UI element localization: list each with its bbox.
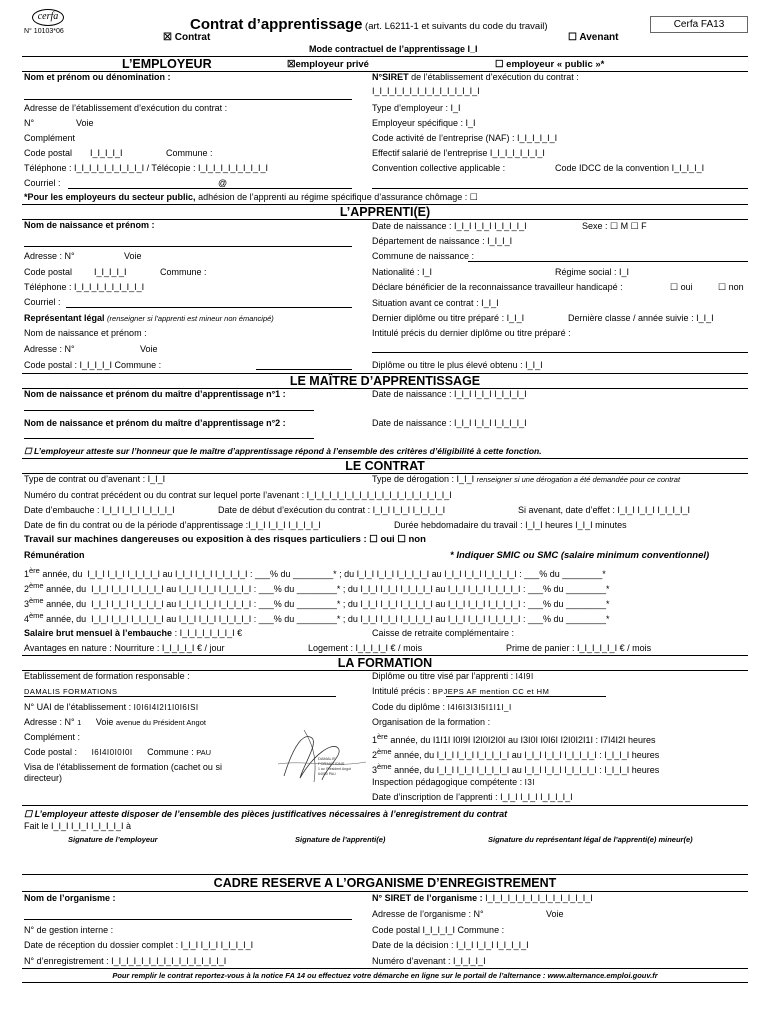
contrat-duree[interactable]: Durée hebdomadaire du travail : I_I_I heures I_I_I minutes	[394, 520, 627, 530]
remuneration-row[interactable]	[24, 581, 610, 594]
formation-uai[interactable]	[24, 702, 199, 712]
formation-annee3[interactable]: 3ème année, du I_I_I I_I_I I_I_I_I_I au I_I_I I_I_I I_I_I_I_I : I_I_I_I heures	[372, 762, 660, 775]
apprenti-commune-naiss: Commune de naissance :	[372, 251, 475, 261]
derogation-label: Type de dérogation : I_I_I	[372, 474, 475, 484]
footer-note: Pour remplir le contrat reportez-vous à la notice FA 14 ou effectuez votre démarche en ligne sur le portail de l’alternance : www.alternance.emploi.gouv.fr	[22, 968, 748, 983]
employeur-siret-boxes[interactable]: I_I_I_I_I_I_I_I_I_I_I_I_I_I_I	[372, 86, 480, 96]
apprenti-naissance[interactable]: Date de naissance : I_I_I I_I_I I_I_I_I_I	[372, 221, 527, 231]
handicap-non[interactable]: ☐ non	[718, 282, 744, 292]
employeur-note	[24, 192, 478, 203]
mode-contractuel[interactable]: Mode contractuel de l’apprentissage I_I	[309, 44, 478, 54]
cerfa-code: Cerfa FA13	[650, 16, 748, 33]
formation-organisation: Organisation de la formation :	[372, 717, 491, 727]
employeur-public[interactable]: ☐ employeur « public »*	[495, 59, 605, 70]
formation-intitule-line	[446, 696, 606, 697]
rem-year-word: année, du	[43, 614, 87, 624]
section-contrat: LE CONTRAT	[22, 458, 748, 474]
rem-year-number: 4	[24, 614, 30, 624]
rem-year-number: 2	[24, 584, 30, 594]
formation-cp[interactable]	[24, 747, 211, 757]
formation-visa: Visa de l’établissement de formation (cachet ou si	[24, 762, 222, 772]
rep-voie[interactable]: Voie	[140, 344, 158, 354]
stamp-line-2: 1 av. Président Angot	[318, 767, 352, 771]
contrat-logement[interactable]: Logement : I_I_I_I_I € / mois	[308, 643, 423, 653]
uai-label: N° UAI de l’établissement :	[24, 702, 132, 712]
cadre-gestion[interactable]: N° de gestion interne :	[24, 925, 114, 935]
apprenti-sexe[interactable]: Sexe : ☐ M ☐ F	[582, 221, 647, 231]
contrat-remuneration: Rémunération	[24, 550, 85, 560]
note-text: adhésion de l’apprenti au régime spécifique d’assurance chômage : ☐	[198, 192, 478, 202]
cp-value: I6I4I0I0I0I	[91, 748, 133, 757]
rem-period-fields: I_I_I I_I_I I_I_I_I_I au I_I_I I_I_I I_I_I_I_I : ___% du ________* ; du I_I_I I_I_I I_I_I_I_I au I_I_I I_I_I I_I_I_I_I : ___% du ________*	[91, 584, 610, 594]
formation-inscription[interactable]: Date d’inscription de l’apprenti : I_I_I I_I_I I_I_I_I_I	[372, 792, 573, 802]
rem-year-word: année, du	[43, 584, 87, 594]
formation-adresse[interactable]	[24, 717, 206, 727]
apprenti-tel[interactable]: Téléphone : I_I_I_I_I_I_I_I_I_I	[24, 282, 145, 292]
handicap-oui[interactable]: ☐ oui	[670, 282, 693, 292]
cadre-nom: Nom de l’organisme :	[24, 893, 116, 903]
apprenti-cp-boxes[interactable]: I_I_I_I_I	[94, 267, 127, 277]
intitule-value: BPJEPS AF mention CC et HM	[432, 687, 550, 696]
cadre-enregistrement[interactable]: N° d’enregistrement : I_I_I_I_I_I_I_I_I_I_I_I_I_I_I_I	[24, 956, 227, 966]
formation-annee2[interactable]: 2ème année, du I_I_I I_I_I I_I_I_I_I au I_I_I I_I_I I_I_I_I_I : I_I_I_I heures	[372, 747, 660, 760]
maitre-nom1-line[interactable]	[24, 410, 314, 411]
section-maitre: LE MAÎTRE D’APPRENTISSAGE	[22, 373, 748, 389]
salaire-label: Salaire brut mensuel à l’embauche	[24, 628, 173, 638]
employeur-adresse-label: Adresse de l’établissement d’exécution du contrat :	[24, 103, 228, 113]
maitre-date2[interactable]: Date de naissance : I_I_I I_I_I I_I_I_I_I	[372, 418, 527, 428]
formation-etab: Etablissement de formation responsable :	[24, 671, 190, 681]
apprenti-nom: Nom de naissance et prénom :	[24, 220, 155, 230]
stamp-line-1: FORMATIONS	[318, 761, 345, 766]
apprenti-intitule-line[interactable]	[372, 352, 748, 353]
rep-commune-line[interactable]	[256, 369, 352, 370]
rem-year-number: 1	[24, 569, 30, 579]
contrat-type[interactable]: Type de contrat ou d’avenant : I_I_I	[24, 474, 166, 484]
remuneration-row[interactable]	[24, 596, 610, 609]
rem-period-fields: I_I_I I_I_I I_I_I_I_I au I_I_I I_I_I I_I_I_I_I : ___% du ________* ; du I_I_I I_I_I I_I_I_I_I au I_I_I I_I_I I_I_I_I_I : ___% du ________*	[87, 569, 606, 579]
employeur-tel[interactable]: Téléphone : I_I_I_I_I_I_I_I_I_I / Télécopie : I_I_I_I_I_I_I_I_I_I	[24, 163, 269, 173]
contrat-avantages[interactable]: Avantages en nature : Nourriture : I_I_I_I_I € / jour	[24, 643, 225, 653]
contrat-smic-note: * Indiquer SMIC ou SMC (salaire minimum conventionnel)	[450, 550, 710, 561]
formation-code-diplome[interactable]	[372, 702, 512, 712]
rep-label: Représentant légal	[24, 313, 105, 323]
employeur-idcc[interactable]: Code IDCC de la convention I_I_I_I_I	[555, 163, 705, 173]
formation-stamp	[274, 724, 370, 788]
diplome-vise-value: I4I9I	[515, 672, 534, 681]
section-cadre: CADRE RESERVE A L’ORGANISME D’ENREGISTREMENT	[22, 874, 748, 892]
maitre-nom1: Nom de naissance et prénom du maître d’apprentissage n°1 :	[24, 389, 286, 399]
apprenti-intitule: Intitulé précis du dernier diplôme ou titre préparé :	[372, 328, 571, 338]
contrat-fin[interactable]: Date de fin du contrat ou de la période d’apprentissage :I_I_I I_I_I I_I_I_I_I	[24, 520, 321, 530]
apprenti-voie[interactable]: Voie	[124, 251, 142, 261]
option-avenant[interactable]: ☐ Avenant	[568, 32, 619, 43]
an3-text: année, du I_I_I I_I_I I_I_I_I_I au I_I_I I_I_I I_I_I_I_I : I_I_I_I heures	[391, 765, 660, 775]
contrat-derogation[interactable]	[372, 474, 680, 484]
employeur-courriel: Courriel :	[24, 178, 61, 188]
apprenti-handicap: Déclare bénéficier de la reconnaissance travailleur handicapé :	[372, 282, 623, 292]
maitre-nom2-line[interactable]	[24, 438, 314, 439]
title-ref: (art. L6211-1 et suivants du code du travail)	[365, 21, 548, 32]
formation-inspection[interactable]	[372, 777, 535, 787]
contrat-salaire[interactable]	[24, 628, 242, 638]
employeur-convention[interactable]: Convention collective applicable :	[372, 163, 506, 173]
an2-text: année, du I_I_I I_I_I I_I_I_I_I au I_I_I I_I_I I_I_I_I_I : I_I_I_I heures	[391, 750, 660, 760]
rep-cp[interactable]: Code postal : I_I_I_I_I Commune :	[24, 360, 162, 370]
signature-representant[interactable]: Signature du représentant légal de l’apprenti(e) mineur(e)	[488, 835, 693, 844]
salaire-boxes: : I_I_I_I_I_I_I_I €	[174, 628, 243, 638]
section-employeur-title: L’EMPLOYEUR	[122, 57, 212, 71]
note-bold: *Pour les employeurs du secteur public,	[24, 192, 196, 202]
contrat-debut[interactable]: Date de début d’exécution du contrat : I_I_I I_I_I I_I_I_I_I	[218, 505, 446, 515]
adresse-no-value: 1	[77, 718, 82, 727]
cadre-avenant[interactable]: Numéro d’avenant : I_I_I_I_I	[372, 956, 486, 966]
cadre-siret-label: N° SIRET de l’organisme :	[372, 893, 483, 903]
rem-year-suffix: ère	[29, 566, 40, 575]
section-apprenti: L’APPRENTI(E)	[22, 204, 748, 220]
apprenti-regime[interactable]: Régime social : I_I	[555, 267, 630, 277]
employeur-prive[interactable]: ☒employeur privé	[287, 59, 369, 70]
inspection-label: Inspection pédagogique compétente :	[372, 777, 523, 787]
employeur-no[interactable]: N°	[24, 118, 35, 128]
formation-visa2: directeur)	[24, 773, 63, 783]
signatures-atteste[interactable]: ☐ L’employeur atteste disposer de l’ensemble des pièces justificatives nécessaires à l’enregistrement du contrat	[24, 809, 508, 819]
employeur-nom-line[interactable]	[24, 99, 352, 100]
cerfa-logo: cerfa	[32, 9, 64, 26]
derogation-note: renseigner si une dérogation a été demandée pour ce contrat	[476, 475, 681, 484]
apprenti-commune[interactable]: Commune :	[160, 267, 207, 277]
remuneration-row[interactable]	[24, 611, 610, 624]
signature-employeur[interactable]: Signature de l’employeur	[68, 835, 158, 844]
rem-year-word: année, du	[39, 569, 83, 579]
adresse-label: Adresse : N°	[24, 717, 75, 727]
apprenti-courriel-line[interactable]	[66, 307, 352, 308]
employeur-at: @	[218, 178, 228, 188]
cadre-siret-boxes: I_I_I_I_I_I_I_I_I_I_I_I_I_I_I	[485, 893, 593, 903]
contrat-retraite[interactable]: Caisse de retraite complémentaire :	[372, 628, 515, 638]
cadre-voie[interactable]: Voie	[546, 909, 564, 919]
contrat-numero[interactable]: Numéro du contrat précédent ou du contrat sur lequel porte l’avenant : I_I_I_I_I_I_I_I_I_I_I_I_I_I_I_I_I_I_I_I	[24, 490, 452, 500]
commune-label: Commune :	[147, 747, 194, 757]
employeur-type[interactable]: Type d’employeur : I_I	[372, 103, 461, 113]
rep-nom[interactable]: Nom de naissance et prénom :	[24, 328, 147, 338]
apprenti-commune-naiss-line[interactable]	[468, 261, 748, 262]
formation-etab-line	[24, 696, 336, 697]
rem-period-fields: I_I_I I_I_I I_I_I_I_I au I_I_I I_I_I I_I_I_I_I : ___% du ________* ; du I_I_I I_I_I I_I_I_I_I au I_I_I I_I_I I_I_I_I_I : ___% du ________*	[91, 599, 610, 609]
section-employeur	[22, 56, 748, 72]
employeur-effectif[interactable]: Effectif salarié de l’entreprise I_I_I_I_I_I_I_I	[372, 148, 545, 158]
option-contrat[interactable]: ☒ Contrat	[163, 32, 211, 43]
stamp-line-0: DAMALIS	[318, 756, 336, 761]
an1-text: année, du I1I1I I0I9I I2I0I2I0I au I3I0I I0I6I I2I0I2I1I : I7I4I2I heures	[387, 735, 656, 745]
code-diplome-label: Code du diplôme :	[372, 702, 446, 712]
section-formation: LA FORMATION	[22, 655, 748, 671]
formation-complement[interactable]: Complément :	[24, 732, 81, 742]
commune-value: PAU	[196, 748, 212, 757]
contrat-panier[interactable]: Prime de panier : I_I_I_I_I_I € / mois	[506, 643, 652, 653]
employeur-commune[interactable]: Commune :	[166, 148, 213, 158]
code-diplome-value: I4I6I3I3I5I1I1I_I	[447, 703, 512, 712]
employeur-siret	[372, 72, 579, 82]
apprenti-adresse[interactable]: Adresse : N°	[24, 251, 75, 261]
contrat-avenant-date[interactable]: Si avenant, date d’effet : I_I_I I_I_I I_I_I_I_I	[518, 505, 690, 515]
apprenti-classe[interactable]: Dernière classe / année suivie : I_I_I	[568, 313, 714, 323]
diplome-vise-label: Diplôme ou titre visé par l’apprenti :	[372, 671, 514, 681]
cerfa-form	[22, 6, 748, 991]
employeur-cp-boxes[interactable]: I_I_I_I_I	[90, 148, 123, 158]
employeur-specifique[interactable]: Employeur spécifique : I_I	[372, 118, 476, 128]
remuneration-row[interactable]	[24, 566, 606, 579]
formation-etab-value[interactable]: DAMALIS FORMATIONS	[24, 687, 118, 696]
inspection-value: I3I	[524, 778, 536, 787]
employeur-naf[interactable]: Code activité de l’entreprise (NAF) : I_I_I_I_I_I	[372, 133, 558, 143]
apprenti-nom-line[interactable]	[24, 246, 352, 247]
siret-desc: de l’établissement d’exécution du contrat :	[411, 72, 579, 82]
cadre-adresse[interactable]: Adresse de l’organisme : N°	[372, 909, 484, 919]
employeur-convention-line[interactable]	[372, 188, 748, 189]
form-title	[190, 16, 548, 33]
form-number: N° 10103*06	[24, 28, 64, 35]
cp-label: Code postal :	[24, 747, 78, 757]
signature-apprenti[interactable]: Signature de l’apprenti(e)	[295, 835, 386, 844]
employeur-voie[interactable]: Voie	[76, 118, 94, 128]
rep-note: (renseigner si l’apprenti est mineur non émancipé)	[107, 314, 274, 323]
stamp-line-3: 64000 PAU	[318, 772, 336, 776]
contrat-embauche[interactable]: Date d’embauche : I_I_I I_I_I I_I_I_I_I	[24, 505, 175, 515]
rem-year-suffix: ème	[29, 581, 44, 590]
maitre-nom2: Nom de naissance et prénom du maître d’apprentissage n°2 :	[24, 418, 286, 428]
formation-intitule[interactable]	[372, 686, 549, 696]
adresse-voie-value: avenue du Président Angot	[115, 718, 206, 727]
maitre-date1[interactable]: Date de naissance : I_I_I I_I_I I_I_I_I_I	[372, 389, 527, 399]
cadre-cp[interactable]: Code postal I_I_I_I_I Commune :	[372, 925, 505, 935]
employeur-nom-label: Nom et prénom ou dénomination :	[24, 72, 171, 82]
siret-label: N°SIRET	[372, 72, 409, 82]
signatures-divider	[22, 805, 748, 806]
rep-adresse[interactable]: Adresse : N°	[24, 344, 75, 354]
apprenti-situation[interactable]: Situation avant ce contrat : I_I_I	[372, 298, 499, 308]
cadre-decision[interactable]: Date de la décision : I_I_I I_I_I I_I_I_I_I	[372, 940, 529, 950]
cadre-nom-line[interactable]	[24, 919, 352, 920]
apprenti-dernier[interactable]: Dernier diplôme ou titre préparé : I_I_I	[372, 313, 525, 323]
apprenti-cp: Code postal	[24, 267, 73, 277]
stamp-signature-drawing	[274, 724, 370, 788]
apprenti-dept[interactable]: Département de naissance : I_I_I_I	[372, 236, 513, 246]
employeur-courriel-line[interactable]	[68, 188, 352, 189]
employeur-cp: Code postal	[24, 148, 73, 158]
rem-period-fields: I_I_I I_I_I I_I_I_I_I au I_I_I I_I_I I_I_I_I_I : ___% du ________* ; du I_I_I I_I_I I_I_I_I_I au I_I_I I_I_I I_I_I_I_I : ___% du ________*	[91, 614, 610, 624]
an3-sup: ème	[377, 762, 392, 771]
uai-value: I0I6I4I2I1I0I6ISI	[133, 703, 199, 712]
rem-year-word: année, du	[43, 599, 87, 609]
apprenti-diplome[interactable]: Diplôme ou titre le plus élevé obtenu : I_I_I	[372, 360, 543, 370]
an2-sup: ème	[377, 747, 392, 756]
formation-diplome-vise[interactable]	[372, 671, 534, 681]
rem-year-suffix: ème	[29, 596, 44, 605]
apprenti-nationalite[interactable]: Nationalité : I_I	[372, 267, 433, 277]
rem-year-number: 3	[24, 599, 30, 609]
maitre-atteste[interactable]: ☐ L’employeur atteste sur l’honneur que le maître d’apprentissage répond à l’ensemble des critères d’éligibilité à cette fonction.	[24, 446, 542, 456]
apprenti-courriel: Courriel :	[24, 297, 61, 307]
representant-legal	[24, 313, 274, 323]
title-main: Contrat d’apprentissage	[190, 16, 363, 33]
employeur-complement[interactable]: Complément	[24, 133, 76, 143]
rem-year-suffix: ème	[29, 611, 44, 620]
adresse-voie-label: Voie	[95, 717, 114, 727]
formation-annee1[interactable]: 1ère année, du I1I1I I0I9I I2I0I2I0I au I3I0I I0I6I I2I0I2I1I : I7I4I2I heures	[372, 732, 656, 745]
cadre-reception[interactable]: Date de réception du dossier complet : I_I_I I_I_I I_I_I_I_I	[24, 940, 254, 950]
intitule-label: Intitulé précis :	[372, 686, 431, 696]
cadre-siret[interactable]	[372, 893, 593, 903]
an1-sup: ère	[377, 732, 388, 741]
signatures-fait[interactable]: Fait le I_I_I I_I_I I_I_I_I_I à	[24, 821, 132, 831]
contrat-machines[interactable]: Travail sur machines dangereuses ou exposition à des risques particuliers : ☐ oui ☐ non	[24, 534, 426, 545]
